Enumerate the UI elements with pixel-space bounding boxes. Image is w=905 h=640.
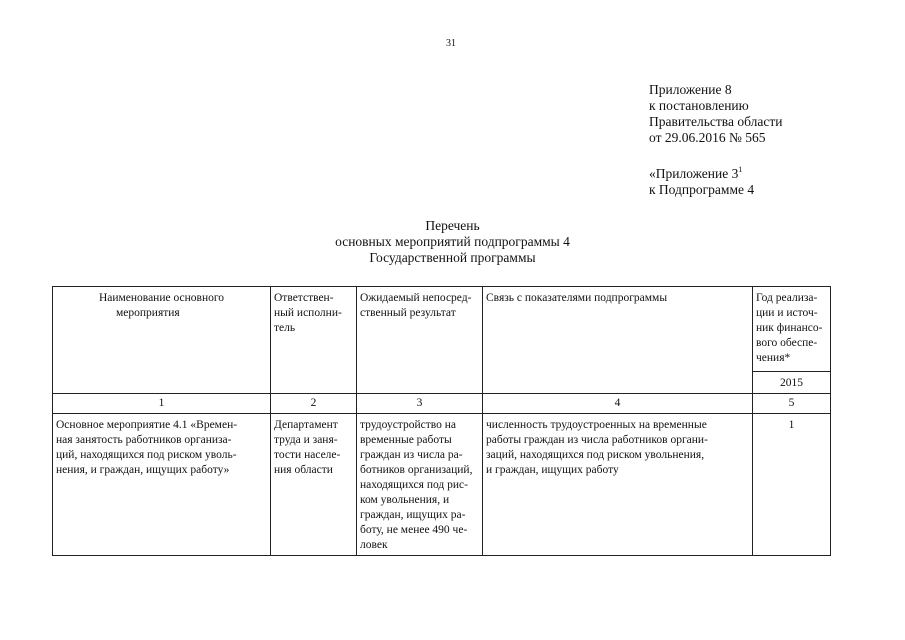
header-year-source [753,287,831,372]
header-line: мероприятия [116,307,180,319]
title-line: Перечень [425,218,480,233]
cell-line: численность трудоустроенных на временные [486,419,707,431]
column-number: 2 [271,394,357,414]
cell-line: трудоустройство на [360,419,456,431]
title-line: основных мероприятий подпрограммы 4 [335,234,570,249]
cell-line: временные работы [360,434,452,446]
table-row [53,414,831,556]
header-line: чения* [756,352,791,364]
table-number-row [53,394,831,414]
cell-line: заций, находящихся под риском увольнения, [486,449,705,461]
cell-line: ловек [360,539,388,551]
cell-year-source: 1 [753,414,831,556]
cell-executor [271,414,357,556]
header-line: Год реализа- [756,292,818,304]
cell-line: боту, не менее 490 че- [360,524,468,536]
measures-table [52,286,831,556]
cell-line: находящихся под рис- [360,479,468,491]
column-number: 1 [53,394,271,414]
appendix-line: от 29.06.2016 № 565 [649,130,766,145]
cell-expected-result [357,414,483,556]
header-line: Ожидаемый непосред- [360,292,472,304]
cell-line: Основное мероприятие 4.1 «Времен- [56,419,238,431]
cell-line: тости населе- [274,449,341,461]
header-indicators-link [483,287,753,394]
header-expected-result [357,287,483,394]
table-header-row [53,287,831,372]
appendix-line: к Подпрограмме 4 [649,182,755,197]
header-measure-name [53,287,271,394]
title-line: Государственной программы [369,250,536,265]
header-line: Связь с показателями подпрограммы [486,292,668,304]
cell-line: ций, находящихся под риском уволь- [56,449,237,461]
cell-line: граждан из числа ра- [360,449,463,461]
appendix-line [649,166,782,182]
header-line: Ответствен- [274,292,334,304]
cell-line: нения, и граждан, ищущих работу» [56,464,230,476]
appendix-line: Правительства области [649,114,783,129]
cell-line: Департамент [274,419,338,431]
cell-line: и граждан, ищущих работу [486,464,619,476]
appendix-line: к постановлению [649,98,749,113]
cell-line: граждан, ищущих ра- [360,509,466,521]
header-line: ный исполни- [274,307,342,319]
appendix-line: Приложение 8 [649,82,732,97]
cell-line: труда и заня- [274,434,338,446]
appendix-superscript: 1 [738,165,743,174]
header-line: вого обеспе- [756,337,818,349]
document-title [0,218,905,266]
cell-line: ния области [274,464,333,476]
cell-line: ная занятость работников организа- [56,434,232,446]
cell-line: работы граждан из числа работников органи- [486,434,708,446]
header-executor [271,287,357,394]
header-line: тель [274,322,296,334]
header-line: ник финансо- [756,322,823,334]
page-number: 31 [446,38,456,49]
appendix-block [649,82,782,198]
appendix-gap [649,146,782,166]
header-line: Наименование основного [98,292,225,304]
cell-indicators-link [483,414,753,556]
cell-line: ком увольнения, и [360,494,450,506]
header-year-2015: 2015 [753,372,831,394]
column-number: 4 [483,394,753,414]
header-line: ственный результат [360,307,456,319]
appendix-ref: «Приложение 3 [649,166,739,181]
cell-measure-name [53,414,271,556]
header-line: ции и источ- [756,307,818,319]
cell-line: ботников организаций, [360,464,473,476]
column-number: 5 [753,394,831,414]
column-number: 3 [357,394,483,414]
